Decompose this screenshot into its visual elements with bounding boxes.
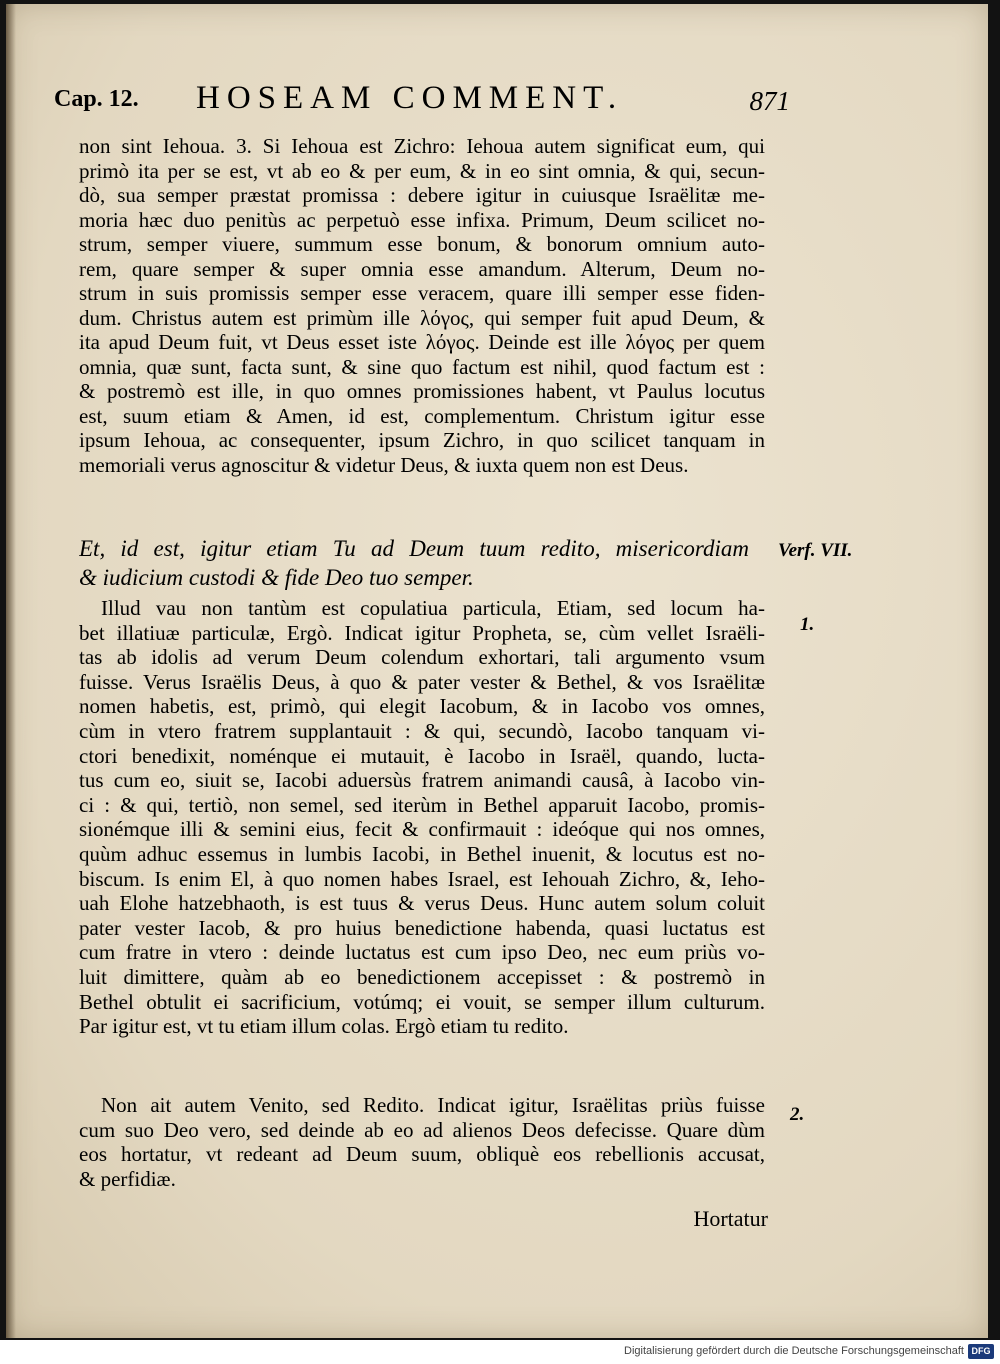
text-line: moria hæc duo penitùs ac perpetuò esse infixa. Primum, Deum scilicet no- (79, 207, 765, 232)
text-line: ita apud Deum fuit, vt Deus esset iste λόγος. Deinde est ille λόγος per quem (79, 330, 765, 354)
margin-note-2: 2. (790, 1104, 805, 1125)
text-line: ci : & qui, tertiò, non semel, sed iterùm in Bethel apparuit Iacobo, promis- (79, 792, 765, 817)
footer-credit: Digitalisierung gefördert durch die Deutsche Forschungsgemeinschaft (624, 1345, 964, 1357)
text-line: dum. Christus autem est primùm ille λόγος, qui semper fuit apud Deum, & (79, 305, 765, 330)
text-line: bet illatiuæ particulæ, Ergò. Indicat igitur Propheta, se, cùm vellet Israëli- (79, 620, 765, 645)
text-line: non sint Iehoua. 3. Si Iehoua est Zichro: Iehoua autem significat eum, qui (79, 134, 765, 158)
text-line: Non ait autem Venito, sed Redito. Indicat igitur, Israëlitas priùs fuisse (101, 1093, 765, 1117)
running-title: HOSEAM COMMENT. (196, 80, 624, 116)
text-line: cùm in vtero fratrem supplantauit : & qui, secundò, Iacobo tanquam vi- (79, 718, 765, 743)
text-line: & postremò est ille, in quo omnes promissiones habent, vt Paulus locutus (79, 379, 765, 403)
text-line: uah Elohe hatzebhaoth, is est tuus & verus Deus. Hunc autem solum coluit (79, 891, 765, 916)
text-line: omnia, quæ sunt, facta sunt, & sine quo factum est nihil, quod factum est : (79, 354, 765, 379)
text-line: cum fratre in vtero : deinde luctatus est cum ipso Deo, nec eum priùs vo- (79, 940, 765, 965)
chapter-label: Cap. 12. (54, 86, 139, 112)
text-line: memoriali verus agnoscitur & videtur Deus, & iuxta quem non est Deus. (79, 452, 689, 477)
text-line: tus cum eo, siuit se, Iacobi aduersùs fratrem animandi causâ, à Iacobo vin- (79, 768, 765, 793)
text-line: Bethel obtulit ei sacrificium, votúmq; ei vouit, se semper illum culturum. (79, 989, 765, 1014)
footer-bar (0, 1340, 1000, 1364)
text-line: & iudicium custodi & fide Deo tuo semper. (79, 565, 474, 590)
text-line: biscum. Is enim El, à quo nomen habes Israel, est Iehouah Zichro, &, Ieho- (79, 866, 765, 891)
text-line: pater vester Iacob, & pro huius benedictione habenda, quasi luctatus est (79, 915, 765, 940)
gutter-shadow (6, 4, 16, 1338)
text-line: nomen habetis, est, primò, qui elegit Iacobum, & in Iacobo vos omnes, (79, 694, 765, 719)
text-line: Illud vau non tantùm est copulatiua particula, Etiam, sed locum ha- (101, 596, 765, 620)
text-line: eos hortatur, vt redeant ad Deum suum, obliquè eos rebellionis accusat, (79, 1142, 765, 1167)
text-line: sionémque illi & semini eius, fecit & confirmauit : ideóque qui nos omnes, (79, 817, 765, 842)
text-line: Par igitur est, vt tu etiam illum colas. Ergò etiam tu redito. (79, 1014, 569, 1039)
text-line: ctori benedixit, noménque ei mutauit, è Iacobo in Israël, quando, lucta- (79, 743, 765, 768)
page-number: 871 (749, 86, 790, 116)
text-line: tas ab idolis ad verum Deum colendum exhortari, tali argumento vsum (79, 645, 765, 670)
text-line: dò, sua semper præstat promissa : debere igitur in cuiusque Israëlitæ me- (79, 183, 765, 207)
running-head (54, 80, 794, 124)
margin-note-1: 1. (800, 614, 815, 635)
text-line: strum in suis promissis semper esse veracem, quare illi semper esse fiden- (79, 281, 765, 305)
commentary-paragraph-2 (79, 1093, 765, 1191)
margin-note-verse: Verf. VII. (778, 540, 853, 561)
text-line: & perfidiæ. (79, 1166, 176, 1191)
text-line: fuisse. Verus Israëlis Deus, à quo & pater vester & Bethel, & vos Israëlitæ (79, 669, 765, 694)
text-line: Et, id est, igitur etiam Tu ad Deum tuum redito, misericordiam (79, 536, 749, 561)
text-line: quùm adhuc essemus in lumbis Iacobi, in Bethel inuenit, & locutus est no- (79, 841, 765, 866)
text-line: rem, quare semper & super omnia esse amandum. Alterum, Deum no- (79, 256, 765, 281)
text-line: est, suum etiam & Amen, id est, complementum. Christum igitur esse (79, 403, 765, 428)
catchword: Hortatur (693, 1206, 768, 1231)
top-paragraph (79, 134, 765, 477)
text-line: cum suo Deo vero, sed deinde ab eo ad alienos Deos defecisse. Quare dùm (79, 1117, 765, 1142)
text-line: ipsum Iehoua, ac consequenter, ipsum Zichro, in quo scilicet tanquam in (79, 428, 765, 452)
dfg-logo: DFG (968, 1344, 994, 1359)
text-line: primò ita per se est, vt ab eo & per eum, & in eo sint omnia, & qui, secun- (79, 158, 765, 183)
text-line: luit dimittere, quàm ab eo benedictionem accepisset : & postremò in (79, 964, 765, 989)
verse-heading (79, 534, 749, 592)
commentary-paragraph-1 (79, 596, 765, 1039)
text-line: strum, semper viuere, summum esse bonum, & bonorum omnium auto- (79, 232, 765, 256)
